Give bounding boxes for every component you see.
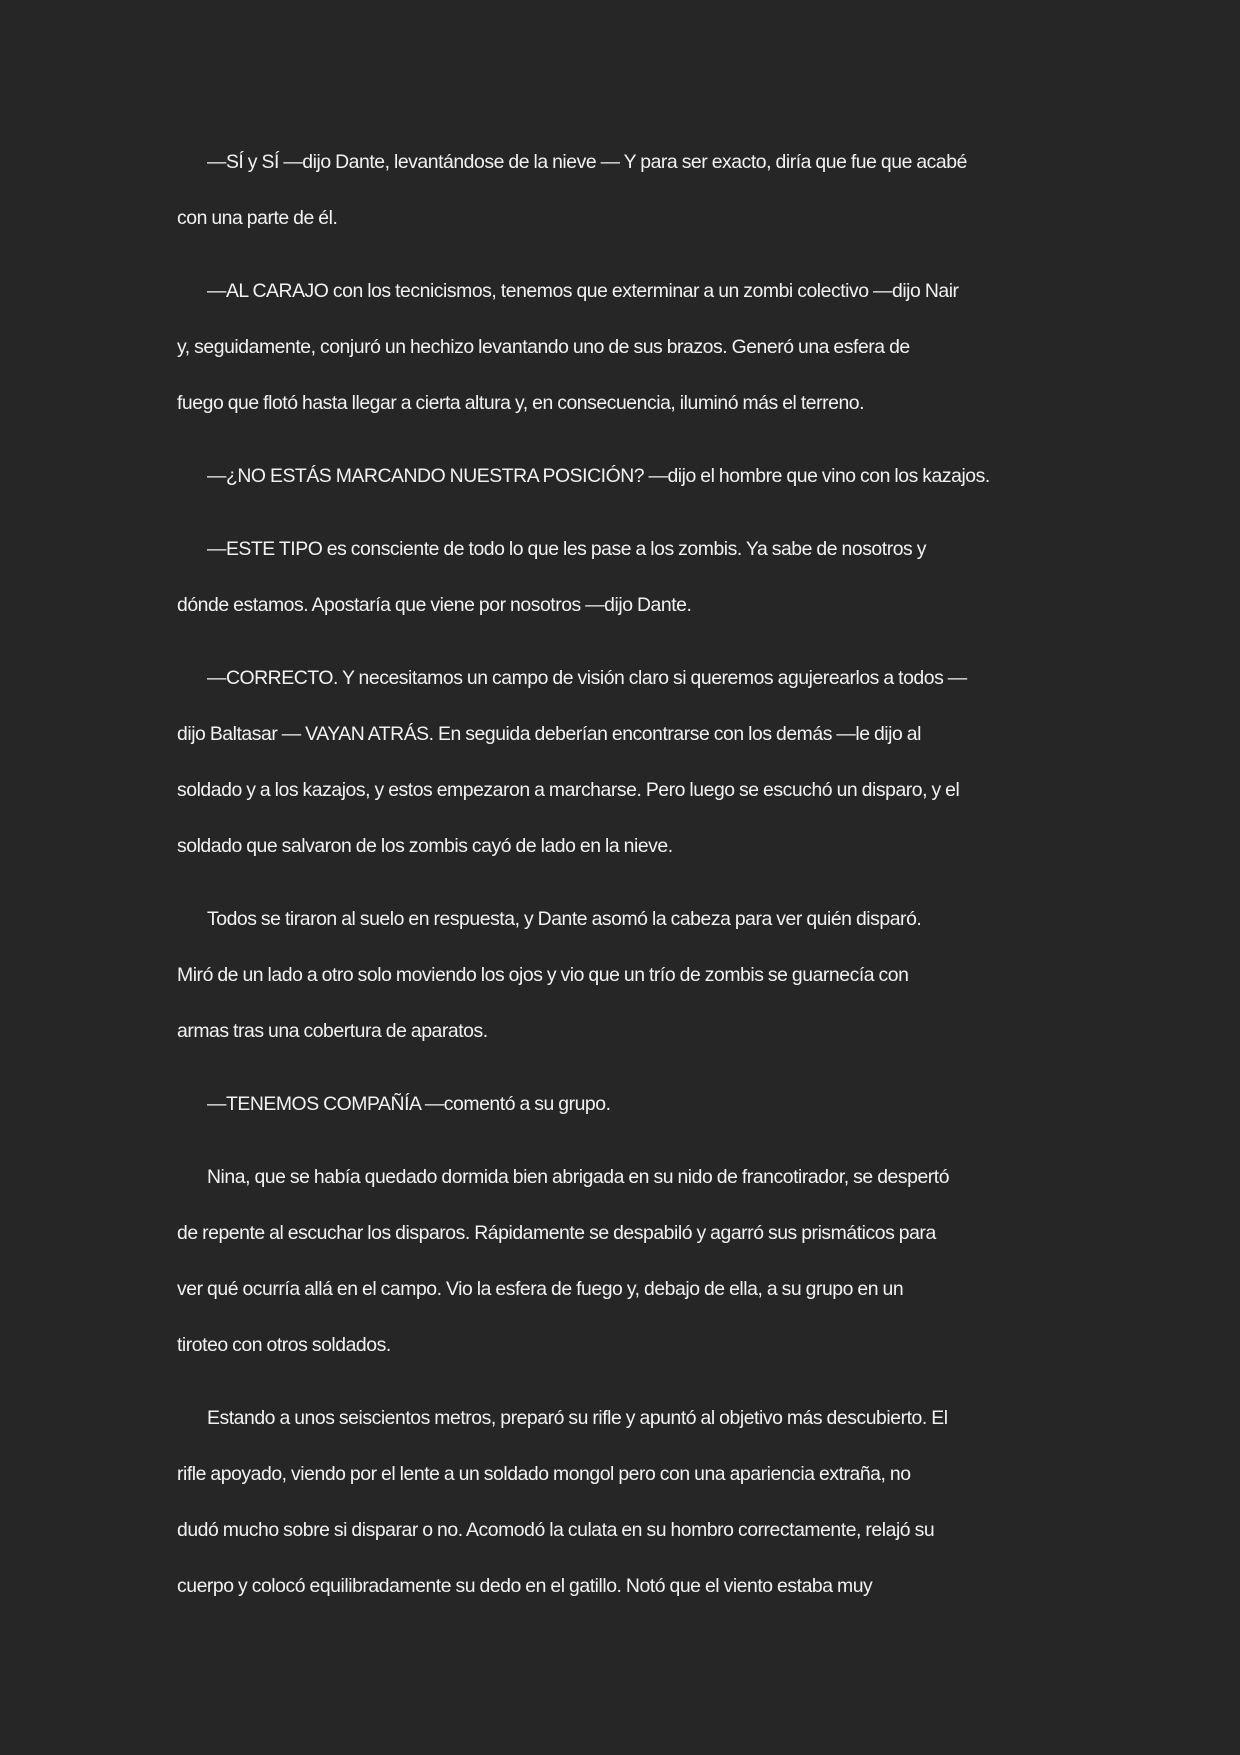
text-line: soldado que salvaron de los zombis cayó de lado en la nieve. xyxy=(177,835,673,857)
text-line: tiroteo con otros soldados. xyxy=(177,1334,391,1356)
text-line: Miró de un lado a otro solo moviendo los ojos y vio que un trío de zombis se guarnecía con xyxy=(177,964,909,986)
text-line: y, seguidamente, conjuró un hechizo levantando uno de sus brazos. Generó una esfera de xyxy=(177,336,910,358)
text-line: Todos se tiraron al suelo en respuesta, y Dante asomó la cabeza para ver quién disparó. xyxy=(207,908,922,930)
text-line: ver qué ocurría allá en el campo. Vio la esfera de fuego y, debajo de ella, a su grupo en un xyxy=(177,1278,904,1300)
text-line: —ESTE TIPO es consciente de todo lo que les pase a los zombis. Ya sabe de nosotros y xyxy=(207,538,926,560)
text-line: dudó mucho sobre si disparar o no. Acomodó la culata en su hombro correctamente, relajó su xyxy=(177,1519,935,1541)
paragraph-6 xyxy=(177,901,1067,1069)
text-line: armas tras una cobertura de aparatos. xyxy=(177,1020,488,1042)
text-line: fuego que flotó hasta llegar a cierta altura y, en consecuencia, iluminó más el terreno. xyxy=(177,392,865,414)
paragraph-8 xyxy=(177,1159,1067,1383)
paragraph-7 xyxy=(177,1086,1067,1142)
text-line: —AL CARAJO con los tecnicismos, tenemos que exterminar a un zombi colectivo —dijo Nair xyxy=(207,280,959,302)
text-line: dónde estamos. Apostaría que viene por nosotros —dijo Dante. xyxy=(177,594,692,616)
text-line: de repente al escuchar los disparos. Rápidamente se despabiló y agarró sus prismáticos para xyxy=(177,1222,936,1244)
paragraph-9 xyxy=(177,1400,1067,1624)
text-body xyxy=(177,144,1067,1641)
text-line: rifle apoyado, viendo por el lente a un soldado mongol pero con una apariencia extraña, no xyxy=(177,1463,911,1485)
text-line: —SÍ y SÍ —dijo Dante, levantándose de la nieve — Y para ser exacto, diría que fue que acabé xyxy=(207,151,967,173)
paragraph-1 xyxy=(177,144,1067,256)
paragraph-2 xyxy=(177,273,1067,441)
paragraph-5 xyxy=(177,660,1067,884)
text-line: cuerpo y colocó equilibradamente su dedo en el gatillo. Notó que el viento estaba muy xyxy=(177,1575,873,1597)
text-line: con una parte de él. xyxy=(177,207,338,229)
text-line: Nina, que se había quedado dormida bien abrigada en su nido de francotirador, se despertó xyxy=(207,1166,950,1188)
text-line: —¿NO ESTÁS MARCANDO NUESTRA POSICIÓN? —dijo el hombre que vino con los kazajos. xyxy=(207,465,990,487)
paragraph-3 xyxy=(177,458,1067,514)
paragraph-4 xyxy=(177,531,1067,643)
text-line: soldado y a los kazajos, y estos empezaron a marcharse. Pero luego se escuchó un disparo, y el xyxy=(177,779,960,801)
text-line: Estando a unos seiscientos metros, preparó su rifle y apuntó al objetivo más descubierto. El xyxy=(207,1407,948,1429)
text-line: —CORRECTO. Y necesitamos un campo de visión claro si queremos agujerearlos a todos — xyxy=(207,667,967,689)
text-line: —TENEMOS COMPAÑÍA —comentó a su grupo. xyxy=(207,1093,611,1115)
text-line: dijo Baltasar — VAYAN ATRÁS. En seguida deberían encontrarse con los demás —le dijo al xyxy=(177,723,921,745)
